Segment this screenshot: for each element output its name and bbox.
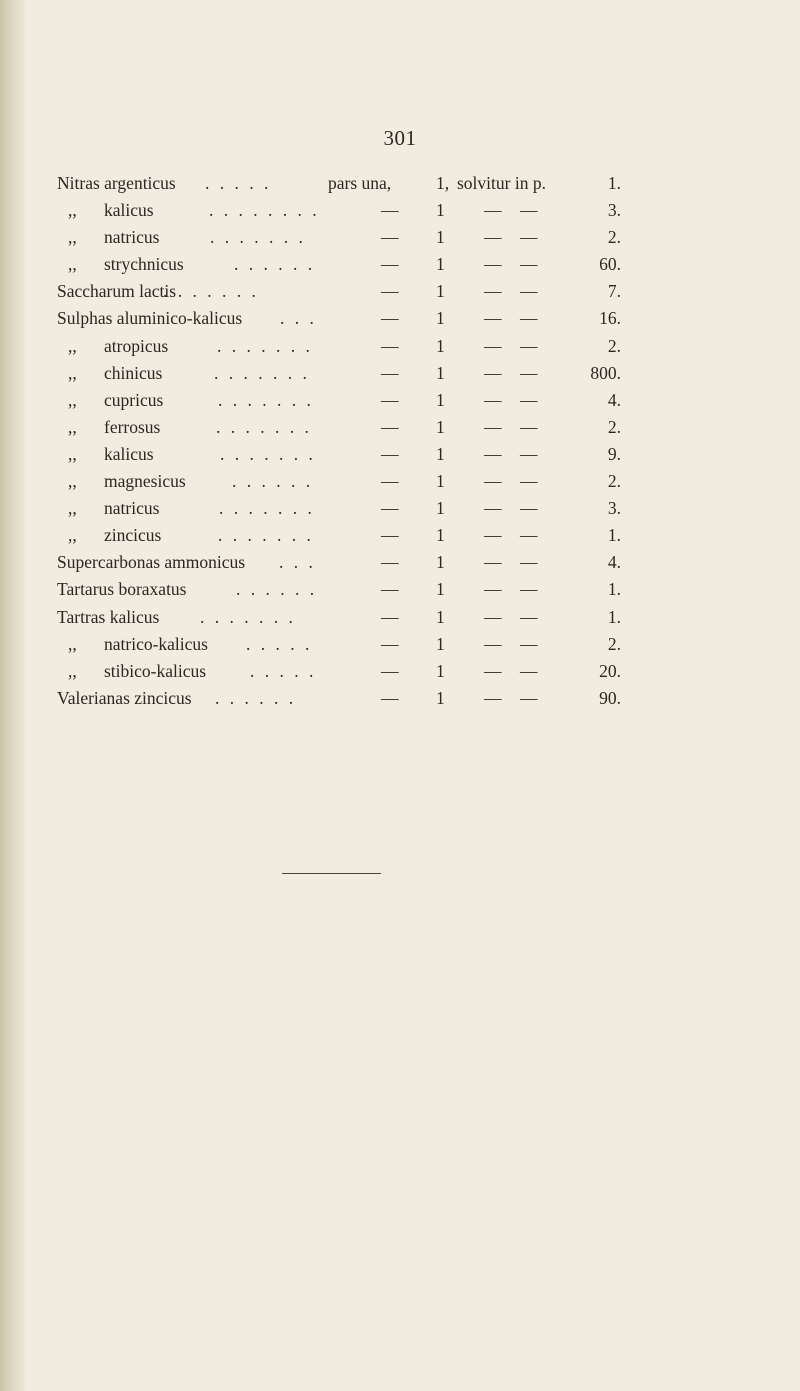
leader-dots: . . . . . . . . xyxy=(209,200,320,221)
row-quantity: 1 xyxy=(436,362,445,383)
dash-mark: — xyxy=(520,498,538,519)
row-name-text: magnesicus xyxy=(104,471,186,492)
dash-mark: — xyxy=(520,471,538,492)
row-name xyxy=(68,251,184,278)
row-quantity: 1 xyxy=(436,389,445,410)
leader-dots: . . . . . . . xyxy=(163,281,259,302)
leader-dots: . . . . . . . xyxy=(219,498,315,519)
row-value: 16. xyxy=(599,308,621,329)
leader-dots: . . . . . . xyxy=(234,254,316,275)
row-quantity: 1 xyxy=(436,498,445,519)
row-name-text: cupricus xyxy=(104,389,164,410)
pars-una-label: pars una, xyxy=(328,173,392,193)
dash-mark: — xyxy=(381,389,399,410)
table-row xyxy=(0,495,800,522)
row-name xyxy=(57,685,192,712)
dash-mark: — xyxy=(381,254,399,275)
dash-mark: — xyxy=(484,335,502,356)
row-name-text: Tartarus boraxatus xyxy=(57,579,187,600)
dash-mark: — xyxy=(520,389,538,410)
leader-dots: . . . . . . . xyxy=(217,335,313,356)
row-value: 2. xyxy=(607,633,621,654)
dash-mark: — xyxy=(520,525,538,546)
dash-mark: — xyxy=(484,471,502,492)
table-row xyxy=(0,685,800,712)
leader-dots: . . . . . . xyxy=(215,687,297,708)
ditto-mark: ,, xyxy=(68,498,77,519)
row-name xyxy=(68,360,162,387)
page-number: 301 xyxy=(383,126,417,150)
dash-mark: — xyxy=(381,416,399,437)
row-value: 20. xyxy=(599,660,621,681)
dash-mark: — xyxy=(381,552,399,573)
dash-mark: — xyxy=(520,335,538,356)
dash-mark: — xyxy=(381,308,399,329)
row-name-text: Valerianas zincicus xyxy=(57,687,192,708)
leader-dots: . . . . . . . xyxy=(214,362,310,383)
ditto-mark: ,, xyxy=(68,335,77,356)
dash-mark: — xyxy=(381,443,399,464)
dash-mark: — xyxy=(484,362,502,383)
leader-dots: . . . xyxy=(279,552,316,573)
dash-mark: — xyxy=(381,606,399,627)
ditto-mark: ,, xyxy=(68,660,77,681)
dash-mark: — xyxy=(520,606,538,627)
row-value: 3. xyxy=(607,200,621,221)
row-quantity: 1 xyxy=(436,687,445,708)
table-row xyxy=(0,197,800,224)
row-name xyxy=(57,604,159,631)
dash-mark: — xyxy=(484,416,502,437)
dash-mark: — xyxy=(520,254,538,275)
row-quantity: 1 xyxy=(436,633,445,654)
row-quantity: 1 xyxy=(436,552,445,573)
leader-dots: . . . . . . . xyxy=(200,606,296,627)
ditto-mark: ,, xyxy=(68,389,77,410)
dash-mark: — xyxy=(381,471,399,492)
table-row xyxy=(0,441,800,468)
ditto-mark: ,, xyxy=(68,525,77,546)
dash-mark: — xyxy=(520,200,538,221)
dash-mark: — xyxy=(484,308,502,329)
dash-mark: — xyxy=(484,660,502,681)
row-quantity: 1, xyxy=(436,173,450,193)
table-row xyxy=(0,631,800,658)
leader-dots: . . . . . xyxy=(205,173,272,193)
row-quantity: 1 xyxy=(436,525,445,546)
row-name-text: ferrosus xyxy=(104,416,161,437)
table-row xyxy=(0,360,800,387)
dash-mark: — xyxy=(381,227,399,248)
row-name-text: kalicus xyxy=(104,443,154,464)
row-quantity: 1 xyxy=(436,606,445,627)
row-quantity: 1 xyxy=(436,660,445,681)
dash-mark: — xyxy=(484,389,502,410)
row-name xyxy=(68,441,154,468)
table-row xyxy=(0,251,800,278)
dash-mark: — xyxy=(484,254,502,275)
row-value: 1. xyxy=(607,579,621,600)
dash-mark: — xyxy=(381,362,399,383)
row-value: 7. xyxy=(607,281,621,302)
row-name xyxy=(57,576,187,603)
row-name-text: strychnicus xyxy=(104,254,184,275)
leader-dots: . . . . . . . xyxy=(216,416,312,437)
row-value: 2. xyxy=(607,227,621,248)
row-quantity: 1 xyxy=(436,471,445,492)
leader-dots: . . . . . . . xyxy=(218,389,314,410)
table-row xyxy=(0,576,800,603)
row-value: 2. xyxy=(607,471,621,492)
leader-dots: . . . . . . xyxy=(232,471,314,492)
row-quantity: 1 xyxy=(436,200,445,221)
row-quantity: 1 xyxy=(436,579,445,600)
row-value: 4. xyxy=(607,389,621,410)
ditto-mark: ,, xyxy=(68,416,77,437)
row-name-text: Supercarbonas ammonicus xyxy=(57,552,246,573)
dash-mark: — xyxy=(381,498,399,519)
leader-dots: . . . . . . xyxy=(236,579,318,600)
dash-mark: — xyxy=(520,308,538,329)
dash-mark: — xyxy=(520,633,538,654)
row-name: Nitras argenticus xyxy=(57,173,176,193)
dash-mark: — xyxy=(520,687,538,708)
dash-mark: — xyxy=(484,552,502,573)
dash-mark: — xyxy=(484,443,502,464)
row-name-text: Tartras kalicus xyxy=(57,606,160,627)
dash-mark: — xyxy=(381,335,399,356)
table-row xyxy=(0,278,800,305)
row-quantity: 1 xyxy=(436,443,445,464)
row-value: 1. xyxy=(607,173,621,193)
row-name-text: atropicus xyxy=(104,335,169,356)
row-name-text: natricus xyxy=(104,498,160,519)
row-name xyxy=(57,278,176,305)
table-row xyxy=(0,604,800,631)
dash-mark: — xyxy=(484,227,502,248)
table-row xyxy=(0,549,800,576)
dash-mark: — xyxy=(381,281,399,302)
dash-mark: — xyxy=(484,498,502,519)
leader-dots: . . . . . xyxy=(250,660,317,681)
dash-mark: — xyxy=(484,525,502,546)
solubility-table xyxy=(0,170,800,712)
row-quantity: 1 xyxy=(436,254,445,275)
dash-mark: — xyxy=(484,281,502,302)
row-value: 800. xyxy=(590,362,621,383)
row-name xyxy=(68,197,154,224)
table-row-first xyxy=(0,170,800,197)
dash-mark: — xyxy=(484,606,502,627)
ditto-mark: ,, xyxy=(68,227,77,248)
leader-dots: . . . . . xyxy=(246,633,313,654)
row-name xyxy=(68,414,160,441)
dash-mark: — xyxy=(520,660,538,681)
row-quantity: 1 xyxy=(436,227,445,248)
row-value: 4. xyxy=(607,552,621,573)
row-value: 2. xyxy=(607,335,621,356)
row-value: 90. xyxy=(599,687,621,708)
row-name-text: kalicus xyxy=(104,200,154,221)
row-value: 1. xyxy=(607,525,621,546)
row-name xyxy=(68,468,186,495)
row-name-text: Sulphas aluminico-kalicus xyxy=(57,308,243,329)
row-name-text: natricus xyxy=(104,227,160,248)
table-row xyxy=(0,305,800,332)
row-quantity: 1 xyxy=(436,416,445,437)
row-value: 9. xyxy=(607,443,621,464)
ditto-mark: ,, xyxy=(68,254,77,275)
dash-mark: — xyxy=(520,227,538,248)
row-quantity: 1 xyxy=(436,281,445,302)
row-name xyxy=(68,658,206,685)
table-row xyxy=(0,224,800,251)
row-name-text: stibico-kalicus xyxy=(104,660,207,681)
dash-mark: — xyxy=(520,443,538,464)
row-name xyxy=(57,549,245,576)
ditto-mark: ,, xyxy=(68,200,77,221)
row-name-text: chinicus xyxy=(104,362,163,383)
row-quantity: 1 xyxy=(436,308,445,329)
dash-mark: — xyxy=(520,416,538,437)
ditto-mark: ,, xyxy=(68,471,77,492)
table-row xyxy=(0,414,800,441)
dash-mark: — xyxy=(381,579,399,600)
dash-mark: — xyxy=(381,525,399,546)
closing-rule xyxy=(282,873,381,874)
ditto-mark: ,, xyxy=(68,443,77,464)
dash-mark: — xyxy=(520,281,538,302)
table-row xyxy=(0,522,800,549)
solvitur-label: solvitur in p. xyxy=(457,173,546,193)
row-name xyxy=(57,305,242,332)
row-name xyxy=(68,495,159,522)
row-value: 3. xyxy=(607,498,621,519)
row-value: 2. xyxy=(607,416,621,437)
table-row xyxy=(0,468,800,495)
row-name xyxy=(68,333,168,360)
dash-mark: — xyxy=(381,687,399,708)
ditto-mark: ,, xyxy=(68,633,77,654)
row-quantity: 1 xyxy=(436,335,445,356)
ditto-mark: ,, xyxy=(68,362,77,383)
row-value: 1. xyxy=(607,606,621,627)
dash-mark: — xyxy=(484,200,502,221)
dash-mark: — xyxy=(381,660,399,681)
dash-mark: — xyxy=(381,633,399,654)
table-row xyxy=(0,387,800,414)
row-name xyxy=(68,224,159,251)
table-row xyxy=(0,658,800,685)
leader-dots: . . . . . . . xyxy=(218,525,314,546)
leader-dots: . . . . . . . xyxy=(220,443,316,464)
row-name xyxy=(68,631,208,658)
row-name-text: zincicus xyxy=(104,525,162,546)
row-name-text: Saccharum lactis xyxy=(57,281,177,302)
dash-mark: — xyxy=(484,579,502,600)
leader-dots: . . . xyxy=(280,308,317,329)
row-value: 60. xyxy=(599,254,621,275)
dash-mark: — xyxy=(484,687,502,708)
dash-mark: — xyxy=(520,552,538,573)
dash-mark: — xyxy=(381,200,399,221)
table-row xyxy=(0,333,800,360)
dash-mark: — xyxy=(484,633,502,654)
dash-mark: — xyxy=(520,579,538,600)
row-name xyxy=(68,522,161,549)
table-body xyxy=(0,197,800,712)
leader-dots: . . . . . . . xyxy=(210,227,306,248)
row-name-text: natrico-kalicus xyxy=(104,633,208,654)
dash-mark: — xyxy=(520,362,538,383)
row-name xyxy=(68,387,163,414)
